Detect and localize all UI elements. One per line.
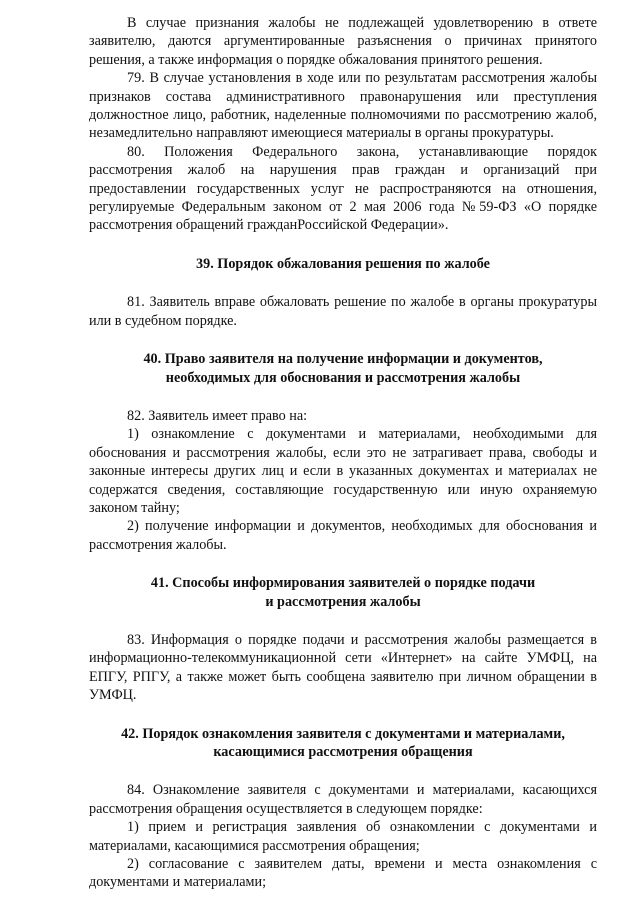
paragraph-81: 81. Заявитель вправе обжаловать решение по жалобе в органы прокуратуры или в судебном порядке.: [89, 294, 597, 329]
paragraph-84: 84. Ознакомление заявителя с документами и материалами, касающихся рассмотрения обращения осуществляется в следующем порядке:: [89, 782, 597, 817]
paragraph-82-item-2: 2) получение информации и документов, необходимых для обоснования и рассмотрения жалобы.: [89, 518, 597, 553]
paragraph-refusal-response: В случае признания жалобы не подлежащей удовлетворению в ответе заявителю, даются аргументированные разъяснения о причинах принятого решения, а также информация о порядке обжалования принятого решения.: [89, 15, 597, 68]
section-heading-41-line-2: и рассмотрения жалобы: [265, 593, 421, 610]
section-heading-40-line-1: 40. Право заявителя на получение информации и документов,: [143, 351, 543, 368]
paragraph-84-item-2: 2) согласование с заявителем даты, времени и места ознакомления с документами и материалами;: [89, 856, 597, 891]
section-heading-41-line-1: 41. Способы информирования заявителей о порядке подачи: [150, 575, 536, 592]
section-heading-40-line-2: необходимых для обоснования и рассмотрения жалобы: [165, 369, 521, 386]
section-heading-42-line-2: касающимися рассмотрения обращения: [213, 744, 473, 760]
paragraph-79: 79. В случае установления в ходе или по результатам рассмотрения жалобы признаков состава административного правонарушения или преступления должностное лицо, работник, наделенные полномочиями по рассмотрению жалоб, незамедлительно направляют имеющиеся материалы в органы прокуратуры.: [89, 70, 597, 142]
section-heading-42: [89, 725, 597, 762]
section-heading-39: 39. Порядок обжалования решения по жалобе: [196, 255, 490, 272]
paragraph-80: 80. Положения Федерального закона, устанавливающие порядок рассмотрения жалоб на нарушения прав граждан и организаций при предоставлении государственных услуг не распространяются на отношения, регулируемые Федеральным законом от 2 мая 2006 года №59-ФЗ «О порядке рассмотрения обращений гражданРоссийской Федерации».: [89, 143, 597, 234]
paragraph-82: 82. Заявитель имеет право на:: [127, 407, 308, 424]
section-heading-42-line-1: 42. Порядок ознакомления заявителя с документами и материалами,: [121, 725, 565, 742]
document-page: [89, 14, 597, 892]
paragraph-83: 83. Информация о порядке подачи и рассмотрения жалобы размещается в информационно-телекоммуникационной сети «Интернет» на сайте УМФЦ, на ЕПГУ, РПГУ, а также может быть сообщена заявителю при личном обращении в УМФЦ.: [89, 631, 597, 704]
section-heading-41: [89, 574, 597, 611]
paragraph-84-item-1: 1) прием и регистрация заявления об ознакомлении с документами и материалами, касающимися рассмотрения обращения;: [89, 819, 597, 854]
paragraph-82-item-1: 1) ознакомление с документами и материалами, необходимыми для обоснования и рассмотрения жалобы, если это не затрагивает права, свободы и законные интересы других лиц и если в указанных документах и материалах не содержатся сведения, составляющие государственную или иную охраняемую законом тайну;: [89, 426, 597, 516]
section-heading-40: [89, 350, 597, 387]
